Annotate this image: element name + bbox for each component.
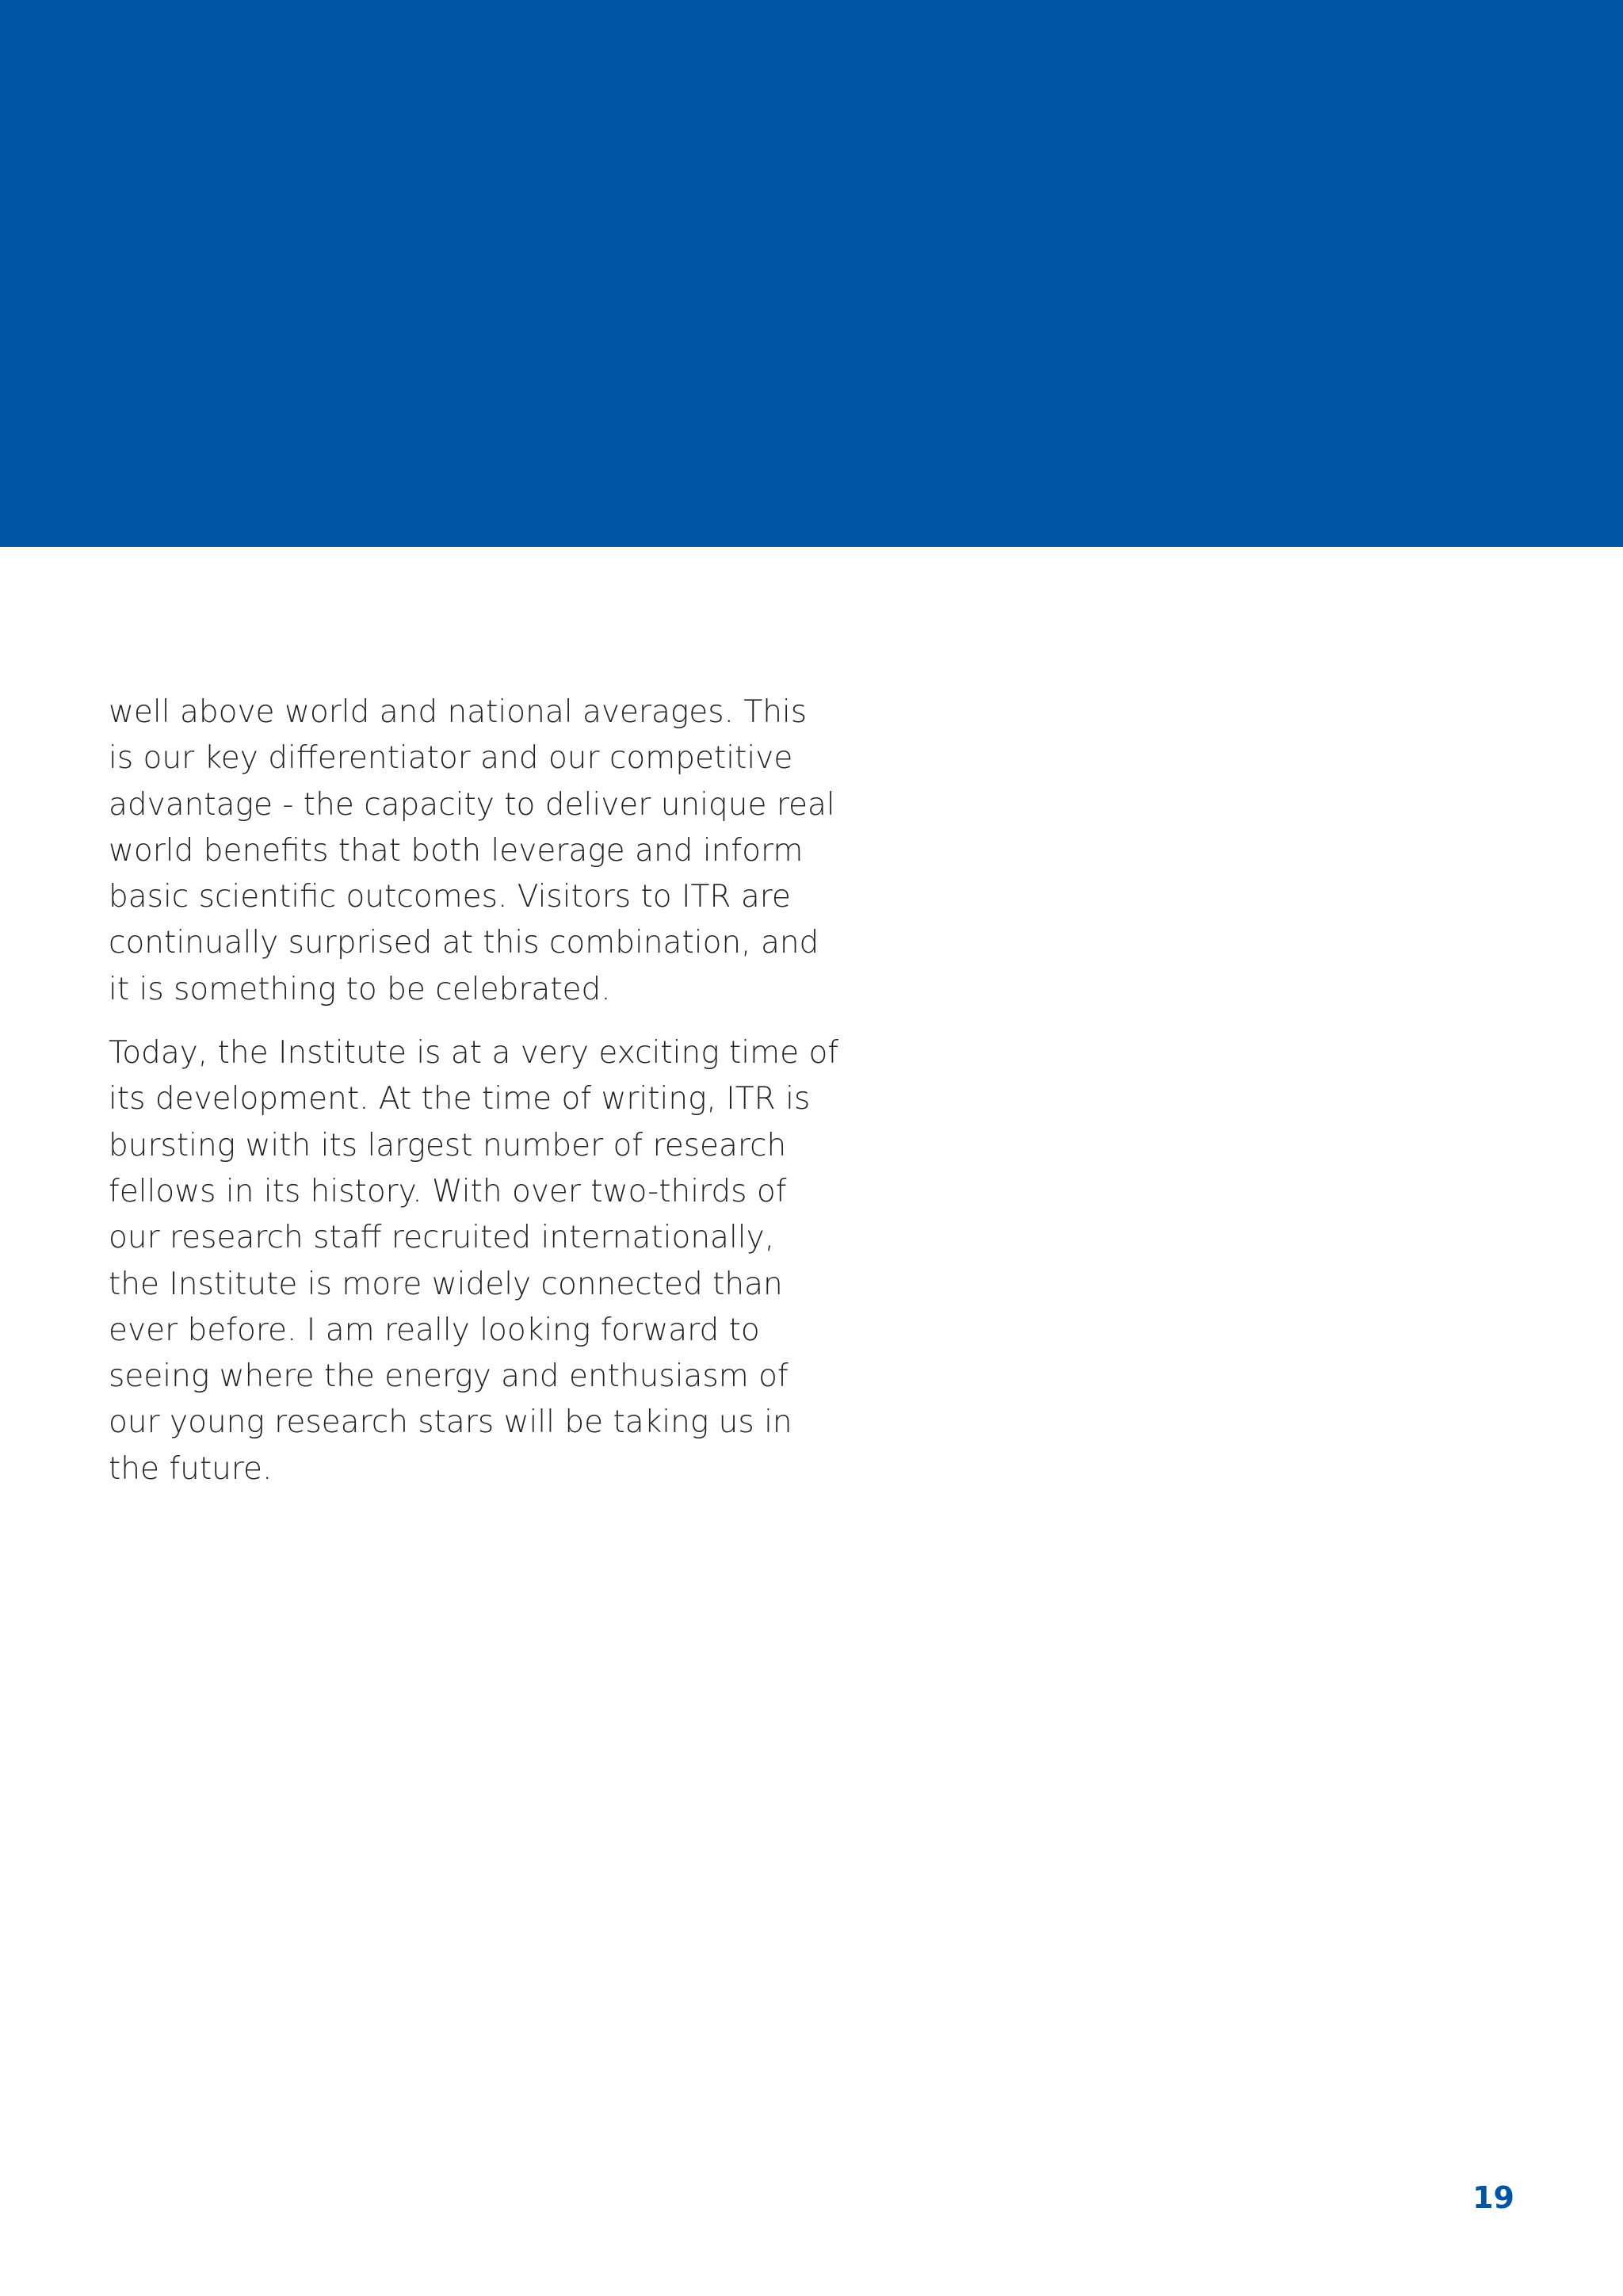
text-line: is our key differentiator and our competitive [109, 740, 793, 777]
header-band [0, 0, 1623, 547]
text-line: basic scientific outcomes. Visitors to ITR are [109, 879, 791, 915]
text-line: fellows in its history. With over two-thirds of [109, 1173, 787, 1209]
text-line: advantage - the capacity to deliver unique real [109, 786, 835, 823]
paragraph-1 [109, 690, 835, 1013]
text-line: ever before. I am really looking forward to [109, 1312, 760, 1348]
body-text-column [109, 690, 839, 1510]
paragraph-2 [109, 1030, 839, 1492]
text-line: bursting with its largest number of research [109, 1127, 787, 1163]
text-line: the future. [109, 1450, 273, 1487]
text-line: the Institute is more widely connected than [109, 1266, 783, 1302]
page-number: 19 [1472, 2180, 1514, 2215]
text-line: world benefits that both leverage and inform [109, 832, 804, 869]
text-line: seeing where the energy and enthusiasm of [109, 1358, 789, 1395]
text-line: its development. At the time of writing, ITR is [109, 1081, 811, 1117]
text-line: continually surprised at this combination, and [109, 925, 819, 961]
text-line: Today, the Institute is at a very exciting time of [109, 1035, 839, 1072]
text-line: our research staff recruited internationally, [109, 1220, 775, 1256]
text-line: it is something to be celebrated. [109, 971, 611, 1007]
text-line: our young research stars will be taking us in [109, 1404, 792, 1441]
text-line: well above world and national averages. This [109, 694, 808, 730]
